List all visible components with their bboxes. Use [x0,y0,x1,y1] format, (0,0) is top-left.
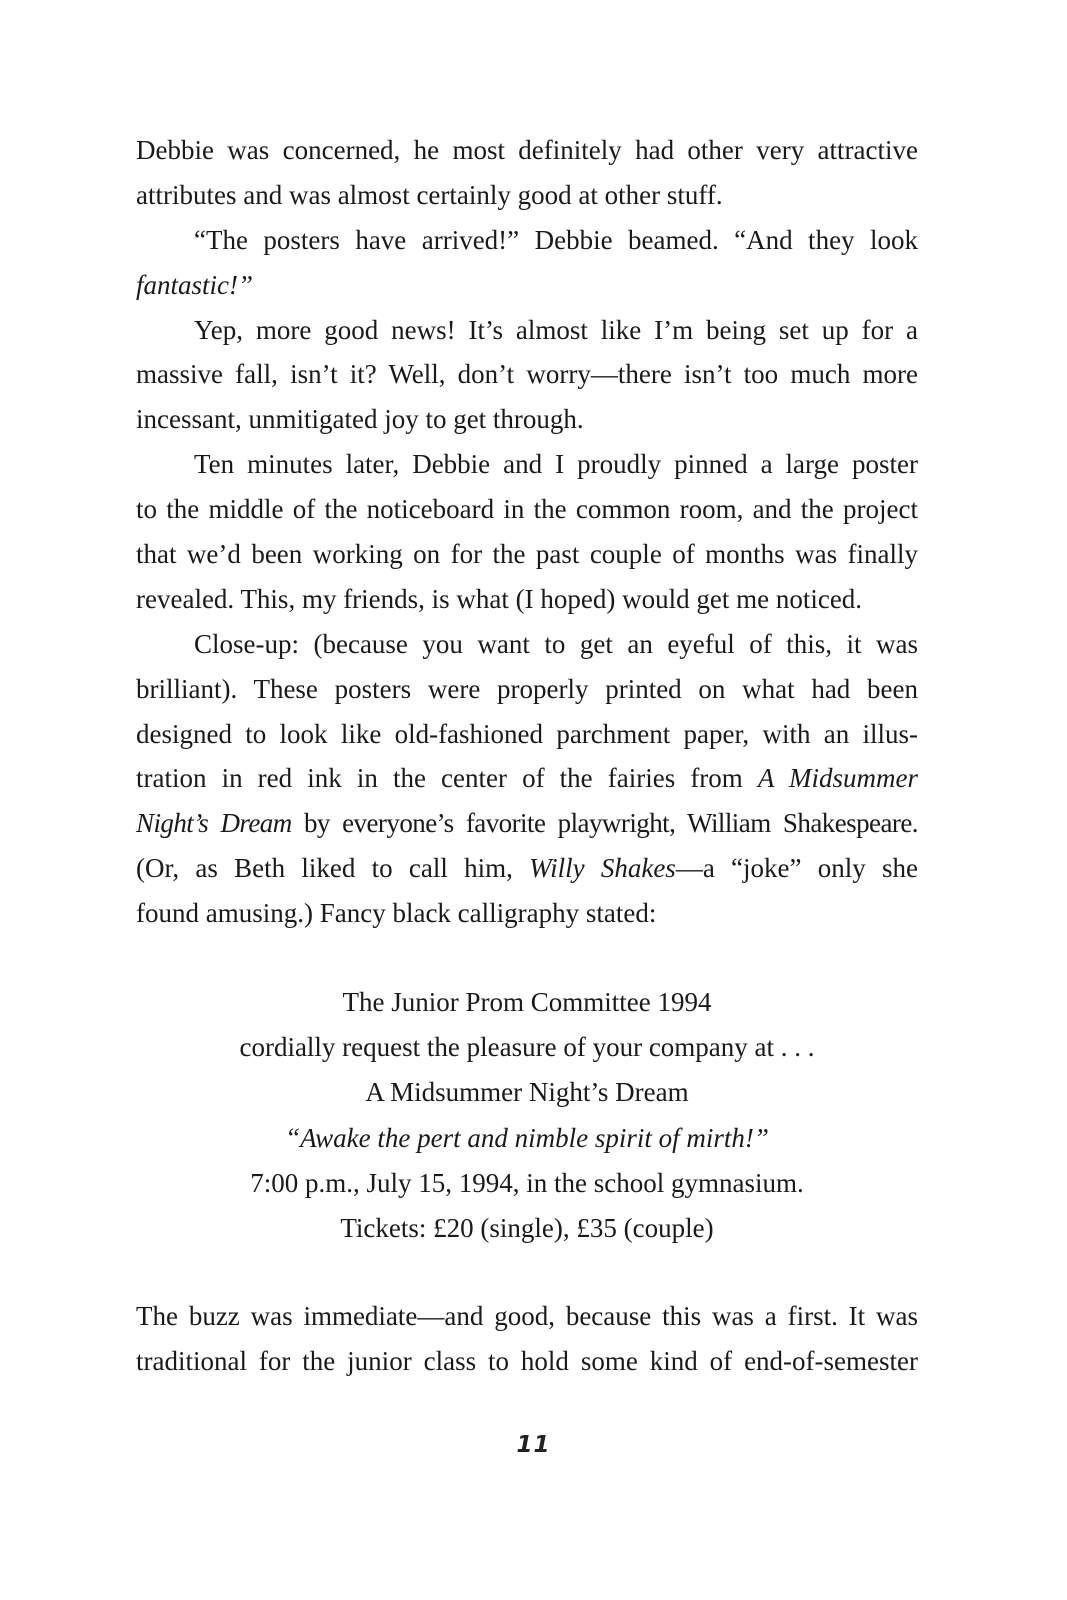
text-line: traditional for the junior class to hold some kind of end-of-semester [136,1345,918,1376]
text-segment: (Or, as Beth liked to call him, [136,853,513,884]
text-line: to the middle of the noticeboard in the common room, and the project [136,494,918,525]
text-line: The buzz was immediate—and good, because this was a first. It was [136,1301,918,1331]
text-line: Close-up: (because you want to get an eyeful of this, it was [194,628,918,659]
invitation-tickets: Tickets: £20 (single), £35 (couple) [340,1212,714,1243]
invitation-line: 7:00 p.m., July 15, 1994, in the school gymnasium. [250,1167,804,1198]
invitation-line: The Junior Prom Committee 1994 [342,987,712,1017]
invitation-line: cordially request the pleasure of your company at . . . [239,1032,815,1063]
text-line [136,263,918,308]
text-line: attributes and was almost certainly good at other stuff. [136,179,723,210]
text-segment: tration in red ink in the center of the fairies from [136,763,743,794]
invitation-quote: “Awake the pert and nimble spirit of mirth!” [285,1122,769,1153]
text-line: brilliant). These posters were properly printed on what had been [136,673,918,704]
text-line [136,801,918,846]
text-line: massive fall, isn’t it? Well, don’t worry—there isn’t too much more [136,359,918,390]
text-segment: by everyone’s favorite playwright, William Shakespeare. [303,808,918,839]
text-line: “The posters have arrived!” Debbie beamed. “And they look [194,224,918,255]
italic-title: Night’s Dream [136,808,292,839]
body-text-bottom [136,1294,918,1384]
text-line: Yep, more good news! It’s almost like I’m being set up for a [194,314,918,345]
italic-title: A Midsummer [757,763,919,794]
text-line: that we’d been working on for the past couple of months was finally [136,539,918,570]
italic-text: fantastic!” [136,269,254,300]
text-line [136,756,918,801]
text-line [136,846,918,891]
poster-invitation [136,980,918,1251]
text-line: designed to look like old-fashioned parchment paper, with an illus- [136,718,918,749]
text-line: Ten minutes later, Debbie and I proudly pinned a large poster [194,449,918,480]
invitation-title: A Midsummer Night’s Dream [365,1077,689,1108]
page-number: 11 [516,1432,551,1458]
body-text-top [136,128,918,936]
text-segment: —a “joke” only she [675,853,918,884]
text-line: Debbie was concerned, he most definitely had other very attractive [136,135,918,165]
text-line: revealed. This, my friends, is what (I hoped) would get me noticed. [136,583,863,614]
text-line: incessant, unmitigated joy to get through. [136,404,584,435]
italic-name: Willy Shakes [529,853,676,884]
text-line: found amusing.) Fancy black calligraphy stated: [136,898,657,929]
